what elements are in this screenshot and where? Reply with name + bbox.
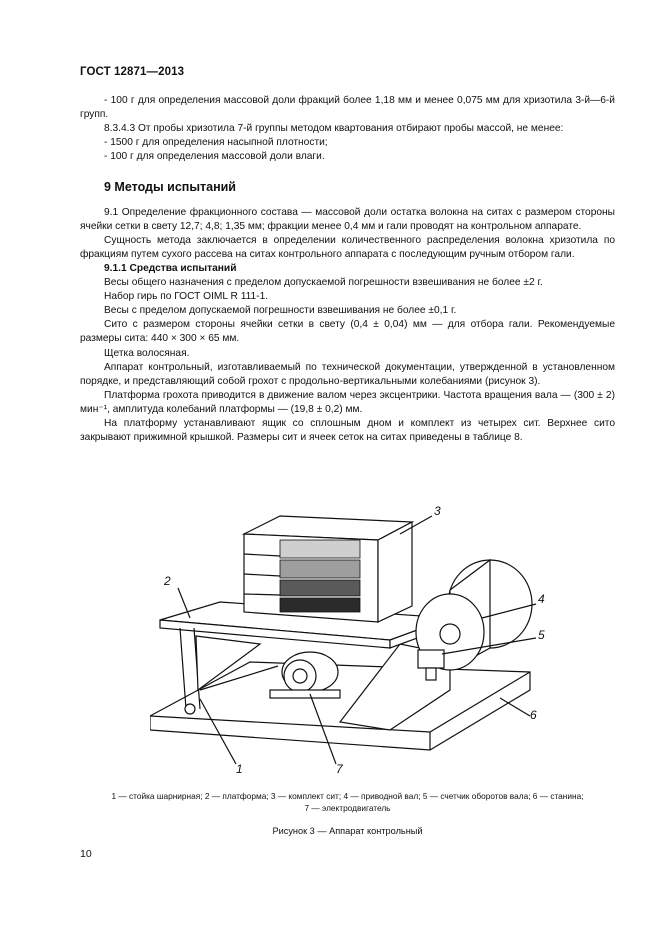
callout-7: 7 (336, 762, 343, 776)
sieve-mesh-4-shape (280, 598, 360, 612)
paragraph: - 100 г для определения массовой доли фракций более 1,18 мм и менее 0,075 мм для хризотила 3-й—6-й групп. (80, 95, 615, 121)
paragraph: Весы с пределом допускаемой погрешности взвешивания не более ±0,1 г. (104, 305, 457, 317)
motor-end-shape (284, 660, 316, 692)
callout-1: 1 (236, 762, 243, 776)
callout-6: 6 (530, 708, 537, 722)
paragraph: Весы общего назначения с пределом допускаемой погрешности взвешивания не более ±2 г. (104, 277, 543, 289)
sieve-mesh-3-shape (280, 580, 360, 596)
paragraph: Щетка волосяная. (104, 347, 190, 359)
paragraph: - 1500 г для определения насыпной плотности; (104, 137, 328, 149)
motor-mount-shape (270, 690, 340, 698)
paragraph: На платформу устанавливают ящик со сплошным дном и комплект из четырех сит. Верхнее сито закрывают прижимной крышкой. Размеры сит и ячеек сеток на ситах приведены в таблице 8. (80, 417, 615, 444)
paragraph: Сущность метода заключается в определении количественного распределения волокна хризотила по фракциям путем сухого рассева на ситах контрольного аппарата с последующим ручным отбором гали. (80, 234, 615, 260)
paragraph: 9.1 Определение фракционного состава — массовой доли остатка волокна на ситах с размером стороны ячейки сетки в свету 12,7; 4,8; 1,35 мм; фракции менее 0,4 мм и гали проводят на контрольном аппарате. (80, 206, 615, 232)
sieve-stack-side-shape (378, 522, 412, 622)
figure-caption: Рисунок 3 — Аппарат контрольный (272, 826, 423, 836)
paragraph: - 100 г для определения массовой доли влаги. (104, 151, 325, 163)
callout-3: 3 (434, 504, 441, 518)
section-heading: 9 Методы испытаний (104, 180, 236, 195)
page-number: 10 (80, 848, 92, 860)
leader-line-6 (500, 698, 530, 716)
document-code-header: ГОСТ 12871—2013 (80, 66, 185, 78)
callout-2: 2 (164, 574, 171, 588)
callout-4: 4 (538, 592, 545, 606)
paragraph: Набор гирь по ГОСТ OIML R 111-1. (104, 291, 269, 303)
paragraph: Аппарат контрольный, изготавливаемый по технической документации, утвержденной в установленном порядке, и представляющий собой грохот с продольно-вертикальными колебаниями (рисунок 3). (80, 361, 615, 387)
stand-hinge-shape (185, 704, 195, 714)
figure-legend-line: 1 — стойка шарнирная; 2 — платформа; 3 — комплект сит; 4 — приводной вал; 5 — счетчик оборотов вала; 6 — станина; (111, 791, 584, 801)
stand-left-line (180, 628, 186, 709)
paragraph: Платформа грохота приводится в движение валом через эксцентрики. Частота вращения вала — (300 ± 2) мин⁻¹, амплитуда колебаний платформы — (19,8 ± 0,2) мм. (80, 389, 615, 415)
counter-mount-shape (426, 668, 436, 680)
paragraph: 8.3.4.3 От пробы хризотила 7-й группы методом квартования отбирают пробы массой, не менее: (104, 123, 564, 135)
sieve-mesh-1-shape (280, 540, 360, 558)
paragraph: Сито с размером стороны ячейки сетки в свету (0,4 ± 0,04) мм — для отбора гали. Рекомендуемые размеры сита: 440 × 300 × 65 мм. (80, 319, 615, 345)
apparatus-figure (150, 494, 570, 784)
document-body (80, 94, 615, 445)
subsection-heading: 9.1.1 Средства испытаний (104, 262, 237, 274)
callout-5: 5 (538, 628, 545, 642)
sieve-mesh-2-shape (280, 560, 360, 578)
figure-legend-line: 7 — электродвигатель (304, 803, 391, 813)
revolution-counter-shape (418, 650, 444, 668)
apparatus-drawing (150, 494, 570, 784)
shaft-hub-shape (440, 624, 460, 644)
figure-legend (80, 790, 615, 814)
